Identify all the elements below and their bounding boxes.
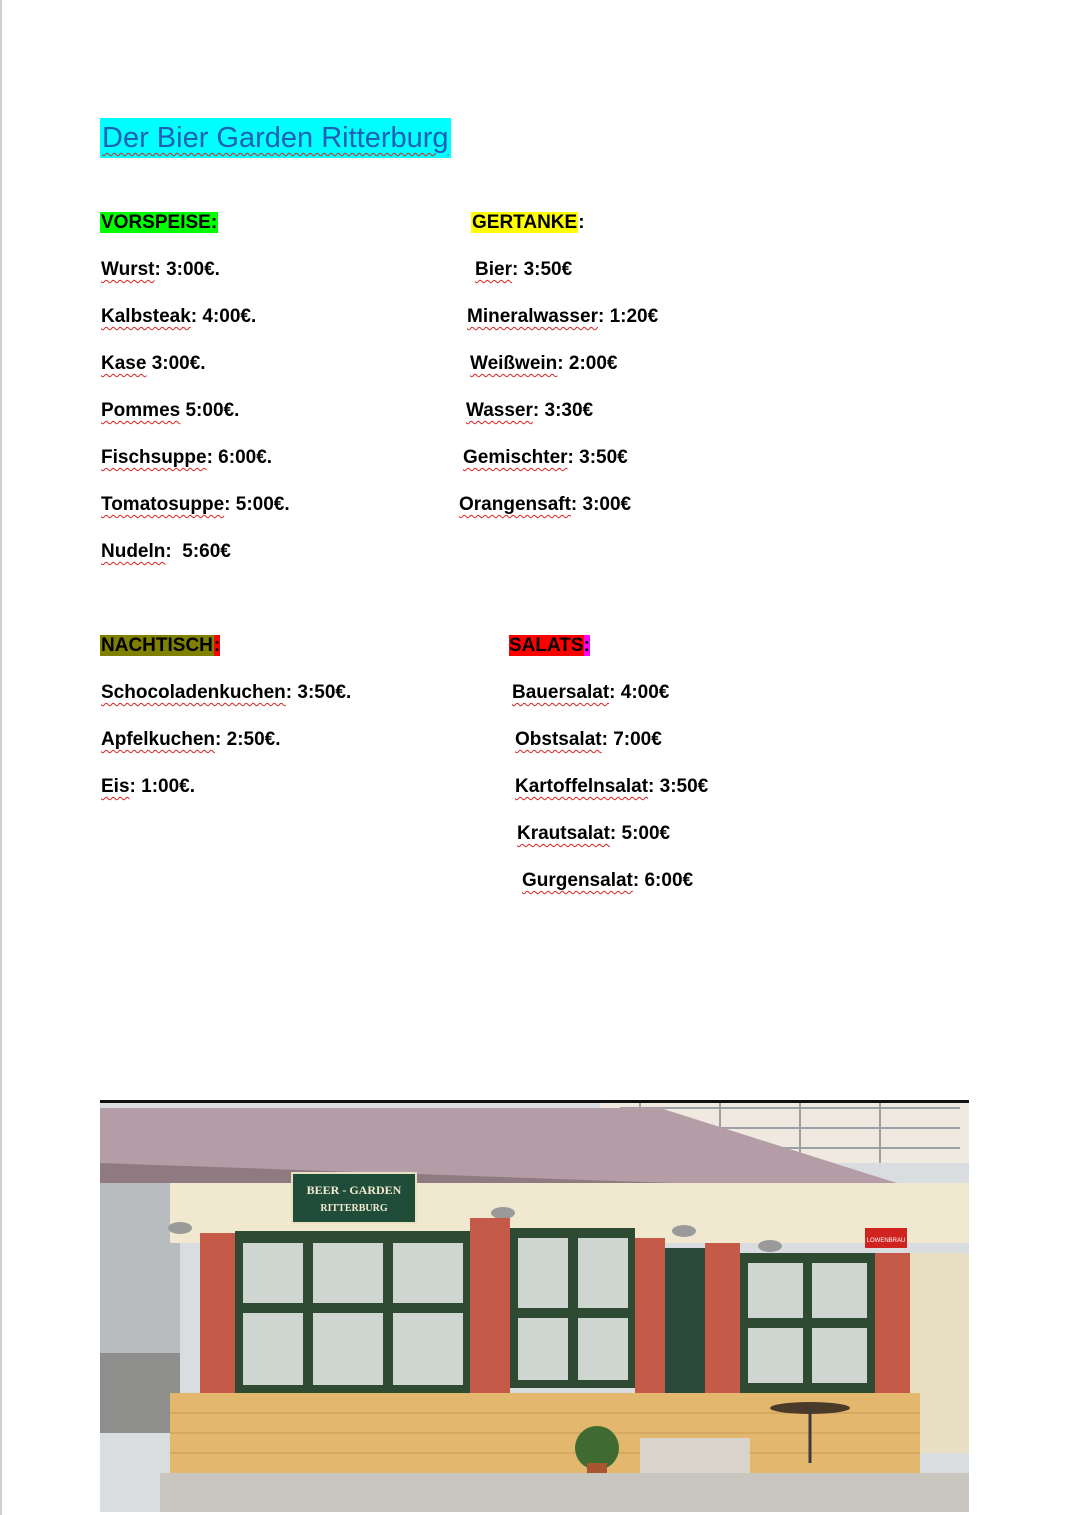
menu-item xyxy=(101,540,231,564)
item-price: : 5:00€ xyxy=(609,823,671,844)
menu-item xyxy=(101,399,239,423)
item-price: : 3:50€ xyxy=(511,259,573,280)
graffiti-wall xyxy=(100,1353,180,1433)
item-name: Gurgensalat xyxy=(522,870,633,891)
item-name: Gemischter xyxy=(463,447,568,468)
item-name: Pommes xyxy=(101,400,181,421)
item-price: : 6:00€ xyxy=(632,870,694,891)
menu-item xyxy=(515,775,708,799)
item-name: Wasser xyxy=(466,400,533,421)
item-price: : 3:00€. xyxy=(154,259,220,280)
restaurant-photo xyxy=(100,1100,969,1515)
restaurant-facade-illustration xyxy=(100,1103,969,1512)
sign-line-1: BEER - GARDEN xyxy=(306,1183,402,1197)
menu-item xyxy=(463,446,628,470)
item-price: : 7:00€ xyxy=(601,729,662,750)
item-price: : 5:00€. xyxy=(224,494,290,515)
item-price: : 4:00€. xyxy=(190,306,257,327)
menu-item xyxy=(101,493,290,517)
menu-item xyxy=(101,681,351,705)
section-heading-nachtisch: NACHTISCH: xyxy=(101,635,221,656)
item-name: Weißwein xyxy=(470,353,558,374)
item-price: : 5:60€ xyxy=(165,541,231,562)
item-price: : 2:50€. xyxy=(215,729,281,750)
menu-item xyxy=(101,352,206,376)
item-name: Wurst xyxy=(101,259,155,280)
page-edge xyxy=(0,0,2,1515)
item-price: : 3:50€. xyxy=(285,682,352,703)
section-heading-salats: SALATS: xyxy=(509,635,590,656)
item-name: Orangensaft xyxy=(459,494,571,515)
section-heading-vorspeise: VORSPEISE: xyxy=(101,212,218,233)
item-price: : 3:30€ xyxy=(532,400,594,421)
menu-item xyxy=(101,728,281,752)
menu-item xyxy=(459,493,631,517)
menu-item xyxy=(522,869,693,893)
pavement xyxy=(160,1473,969,1512)
item-name: Kase xyxy=(101,353,147,374)
item-name: Bier xyxy=(475,259,512,280)
item-name: Kalbsteak xyxy=(101,306,191,327)
item-name: Apfelkuchen xyxy=(101,729,216,750)
menu-item xyxy=(101,258,220,282)
item-name: Fischsuppe xyxy=(101,447,207,468)
entrance-steps xyxy=(640,1438,750,1473)
menu-item xyxy=(467,305,658,329)
item-name: Krautsalat xyxy=(517,823,610,844)
item-name: Kartoffelnsalat xyxy=(515,776,649,797)
item-price: 5:00€. xyxy=(180,400,240,421)
item-price: : 1:20€ xyxy=(597,306,659,327)
item-price: : 1:00€. xyxy=(129,776,196,797)
menu-item xyxy=(517,822,670,846)
item-price: : 6:00€. xyxy=(206,447,273,468)
beer-garden-sign xyxy=(292,1173,416,1223)
menu-item xyxy=(470,352,617,376)
menu-item xyxy=(101,305,256,329)
item-name: Nudeln xyxy=(101,541,166,562)
menu-item xyxy=(475,258,572,282)
menu-item xyxy=(515,728,662,752)
sign-line-2: RITTERBURG xyxy=(320,1203,388,1214)
item-price: : 3:50€ xyxy=(567,447,628,468)
item-price: : 4:00€ xyxy=(609,682,670,703)
menu-item xyxy=(101,446,272,470)
item-price: 3:00€. xyxy=(146,353,206,374)
menu-item xyxy=(466,399,593,423)
item-name: Obstsalat xyxy=(515,729,602,750)
red-sign-text: LOWENBRAU xyxy=(866,1238,906,1244)
menu-item xyxy=(512,681,669,705)
item-name: Tomatosuppe xyxy=(101,494,225,515)
item-name: Mineralwasser xyxy=(467,306,598,327)
item-name: Bauersalat xyxy=(512,682,610,703)
item-name: Schocoladenkuchen xyxy=(101,682,286,703)
section-heading-getranke: GERTANKE: xyxy=(472,212,585,233)
item-name: Eis xyxy=(101,776,130,797)
item-price: : 3:50€ xyxy=(648,776,709,797)
page-title: Der Bier Garden Ritterburg xyxy=(100,118,451,158)
item-price: : 3:00€ xyxy=(570,494,632,515)
item-price: : 2:00€ xyxy=(557,353,618,374)
menu-item xyxy=(101,775,195,799)
